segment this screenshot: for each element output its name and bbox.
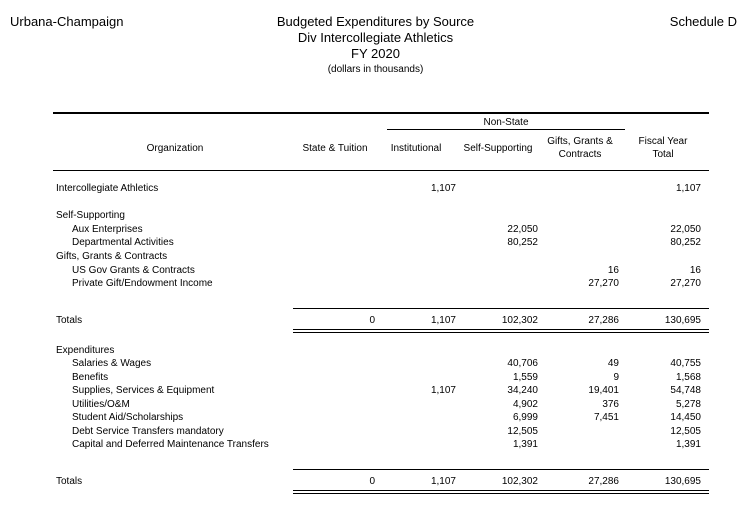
cell-gifts: 27,270 [588, 278, 619, 289]
cell-gifts: 7,451 [593, 412, 619, 423]
cell-self-supporting: 6,999 [512, 412, 538, 423]
cell-gifts: 376 [602, 399, 619, 410]
cell-fiscal-year: 40,755 [670, 358, 701, 369]
row-label: Student Aid/Scholarships [72, 412, 184, 423]
totals-self-supporting: 102,302 [501, 315, 538, 326]
title-line-3: FY 2020 [351, 46, 400, 61]
cell-self-supporting: 1,559 [512, 372, 538, 383]
table-row [0, 251, 751, 265]
cell-institutional: 1,107 [430, 385, 456, 396]
cell-self-supporting: 80,252 [507, 237, 538, 248]
campus-name: Urbana-Champaign [10, 14, 124, 29]
col-state-tuition: State & Tuition [302, 143, 368, 154]
col-self-supporting: Self-Supporting [463, 143, 533, 154]
table-row [0, 426, 751, 440]
totals-label: Totals [56, 315, 83, 326]
totals-label: Totals [56, 476, 83, 487]
cell-fiscal-year: 16 [689, 265, 701, 276]
cell-self-supporting: 12,505 [507, 426, 538, 437]
table-row [0, 372, 751, 386]
row-label: Intercollegiate Athletics [56, 183, 159, 194]
col-fiscal-year [626, 136, 700, 160]
col-gifts-line1: Gifts, Grants & [547, 136, 613, 147]
cell-institutional: 1,107 [430, 183, 456, 194]
totals-self-supporting: 102,302 [501, 476, 538, 487]
cell-gifts: 9 [613, 372, 619, 383]
totals2-top-rule [293, 469, 709, 470]
non-state-heading: Non-State [483, 117, 529, 128]
cell-fiscal-year: 54,748 [670, 385, 701, 396]
cell-fiscal-year: 80,252 [670, 237, 701, 248]
cell-fiscal-year: 1,568 [675, 372, 701, 383]
totals1-double-rule-b [293, 332, 709, 333]
row-label: Self-Supporting [56, 210, 125, 221]
table-row [0, 265, 751, 279]
schedule-label: Schedule D [669, 14, 737, 29]
totals-institutional: 1,107 [430, 476, 456, 487]
header-top-rule [53, 112, 709, 114]
cell-fiscal-year: 27,270 [670, 278, 701, 289]
totals2-double-rule-a [293, 490, 709, 491]
table-row [0, 278, 751, 292]
table-row [0, 224, 751, 238]
col-fy-line2: Total [652, 149, 674, 160]
table-row [0, 183, 751, 197]
row-label: Utilities/O&M [72, 399, 130, 410]
totals-institutional: 1,107 [430, 315, 456, 326]
row-label: US Gov Grants & Contracts [72, 265, 195, 276]
col-organization: Organization [146, 143, 204, 154]
table-row [0, 439, 751, 453]
cell-self-supporting: 1,391 [512, 439, 538, 450]
title-line-1: Budgeted Expenditures by Source [276, 14, 475, 29]
col-gifts-line2: Contracts [558, 149, 602, 160]
totals-row-revenue [0, 315, 751, 329]
cell-fiscal-year: 12,505 [670, 426, 701, 437]
title-line-2: Div Intercollegiate Athletics [297, 30, 454, 45]
cell-fiscal-year: 14,450 [670, 412, 701, 423]
row-label: Aux Enterprises [72, 224, 143, 235]
row-label: Departmental Activities [72, 237, 174, 248]
cell-fiscal-year: 5,278 [675, 399, 701, 410]
cell-self-supporting: 22,050 [507, 224, 538, 235]
cell-self-supporting: 4,902 [512, 399, 538, 410]
cell-fiscal-year: 22,050 [670, 224, 701, 235]
row-label: Debt Service Transfers mandatory [72, 426, 224, 437]
cell-self-supporting: 40,706 [507, 358, 538, 369]
totals1-top-rule [293, 308, 709, 309]
title-note: (dollars in thousands) [327, 64, 424, 75]
table-row [0, 358, 751, 372]
row-label: Gifts, Grants & Contracts [56, 251, 168, 262]
header-bottom-rule [53, 170, 709, 171]
cell-gifts: 19,401 [588, 385, 619, 396]
row-label: Capital and Deferred Maintenance Transfers [72, 439, 269, 450]
row-label: Supplies, Services & Equipment [72, 385, 215, 396]
table-row [0, 345, 751, 359]
row-label: Expenditures [56, 345, 115, 356]
table-row [0, 399, 751, 413]
row-label: Private Gift/Endowment Income [72, 278, 213, 289]
table-row [0, 385, 751, 399]
cell-self-supporting: 34,240 [507, 385, 538, 396]
totals-gifts: 27,286 [588, 315, 619, 326]
totals-row-expenditures [0, 476, 751, 490]
totals-state-tuition: 0 [369, 476, 375, 487]
non-state-rule [387, 129, 625, 130]
table-row [0, 237, 751, 251]
row-label: Benefits [72, 372, 109, 383]
table-row [0, 412, 751, 426]
cell-gifts: 49 [607, 358, 619, 369]
totals1-double-rule-a [293, 329, 709, 330]
col-institutional: Institutional [390, 143, 442, 154]
col-gifts [540, 136, 620, 160]
cell-gifts: 16 [607, 265, 619, 276]
totals-fiscal-year: 130,695 [664, 476, 701, 487]
cell-fiscal-year: 1,107 [675, 183, 701, 194]
table-row [0, 210, 751, 224]
row-label: Salaries & Wages [72, 358, 152, 369]
cell-fiscal-year: 1,391 [675, 439, 701, 450]
totals-fiscal-year: 130,695 [664, 315, 701, 326]
totals-state-tuition: 0 [369, 315, 375, 326]
totals-gifts: 27,286 [588, 476, 619, 487]
col-fy-line1: Fiscal Year [638, 136, 688, 147]
totals2-double-rule-b [293, 493, 709, 494]
report-title [0, 14, 751, 78]
